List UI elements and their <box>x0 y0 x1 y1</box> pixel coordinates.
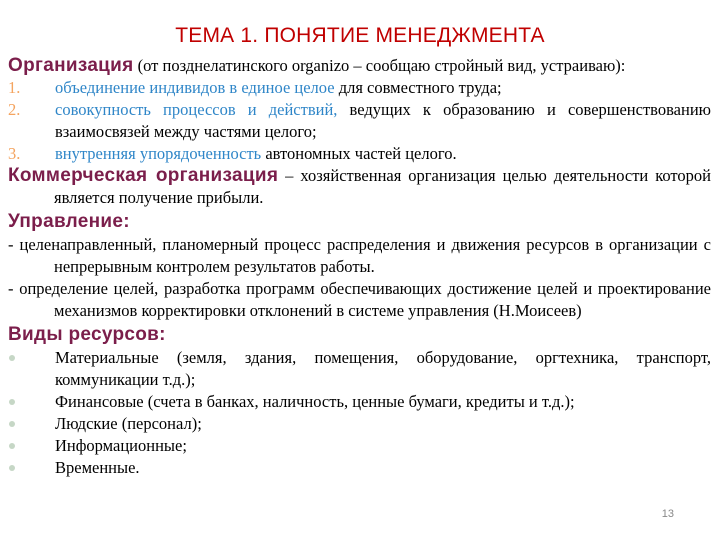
slide-content <box>8 55 711 479</box>
resource-text: Финансовые (счета в банках, наличность, ценные бумаги, кредиты и т.д.); <box>55 392 575 411</box>
organization-item-1 <box>8 77 711 99</box>
organization-term: Организация <box>8 55 134 76</box>
management-item-2: - определение целей, разработка программ обеспечивающих достижение целей и проектирование механизмов корректировки отклонений в системе управления (Н.Моисеев) <box>8 279 711 320</box>
item-text: ведущих к образованию и совершенствованию взаимосвязей между частями целого; <box>55 100 711 141</box>
organization-definition <box>8 55 711 77</box>
bullet-dot-icon <box>9 355 15 361</box>
page-number: 13 <box>661 508 674 520</box>
item-number: 2. <box>8 100 21 119</box>
resource-item <box>8 435 711 457</box>
item-text: для совместного труда; <box>334 78 502 97</box>
commercial-term: Коммерческая организация <box>8 165 279 186</box>
organization-definition-text: (от позднелатинского organizo – сообщаю стройный вид, устраиваю): <box>133 56 626 75</box>
resource-item <box>8 457 711 479</box>
resource-text: Людские (персонал); <box>55 414 202 433</box>
bullet-dot-icon <box>9 399 15 405</box>
resource-item <box>8 391 711 413</box>
resource-text: Временные. <box>55 458 140 477</box>
resource-text: Материальные (земля, здания, помещения, оборудование, оргтехника, транспорт, коммуникации т.д.); <box>55 348 711 389</box>
bullet-dot-icon <box>9 465 15 471</box>
resource-item <box>8 347 711 391</box>
management-heading: Управление: <box>8 211 130 232</box>
commercial-definition <box>8 165 711 209</box>
commercial-definition-text: – хозяйственная организация целью деятельности которой является получение прибыли. <box>54 166 711 207</box>
item-highlight: объединение индивидов в единое целое <box>55 78 335 97</box>
bullet-dot-icon <box>9 421 15 427</box>
item-number: 3. <box>8 144 21 163</box>
item-text: автономных частей целого. <box>261 144 457 163</box>
item-highlight: внутренняя упорядоченность <box>55 144 262 163</box>
organization-item-3 <box>8 143 711 165</box>
resources-heading: Виды ресурсов: <box>8 324 166 345</box>
resource-text: Информационные; <box>55 436 187 455</box>
bullet-dot-icon <box>9 443 15 449</box>
resource-item <box>8 413 711 435</box>
item-number: 1. <box>8 78 21 97</box>
item-highlight: совокупность процессов и действий, <box>55 100 338 119</box>
management-item-1: - целенаправленный, планомерный процесс распределения и движения ресурсов в организации с непрерывным контролем результатов работы. <box>8 235 711 276</box>
organization-item-2 <box>8 99 711 143</box>
slide-title: ТЕМА 1. ПОНЯТИЕ МЕНЕДЖМЕНТА <box>175 24 545 47</box>
